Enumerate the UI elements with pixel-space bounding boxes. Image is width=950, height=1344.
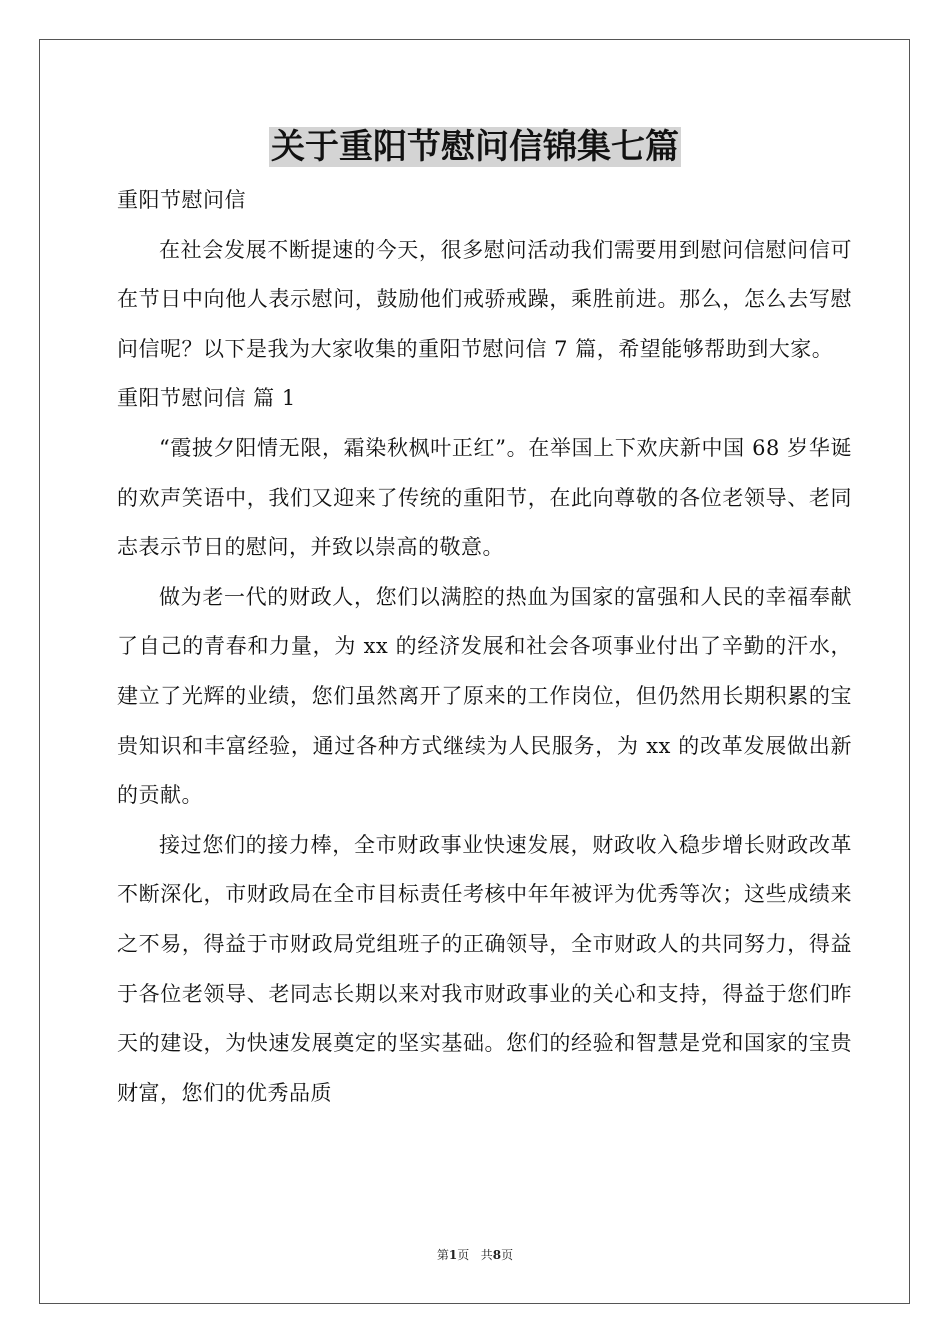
body-paragraph: 接过您们的接力棒，全市财政事业快速发展，财政收入稳步增长财政改革不断深化，市财政局在全市目标责任考核中年年被评为优秀等次；这些成绩来之不易，得益于市财政局党组班子的正确领导，全市财政人的共同努力，得益于各位老领导、老同志长期以来对我市财政事业的关心和支持，得益于您们昨天的建设，为快速发展奠定的坚实基础。您们的经验和智慧是党和国家的宝贵财富，您们的优秀品质 <box>117 832 852 1105</box>
body-paragraph: “霞披夕阳情无限，霜染秋枫叶正红”。在举国上下欢庆新中国 68 岁华诞的欢声笑语中，我们又迎来了传统的重阳节，在此向尊敬的各位老领导、老同志表示节日的慰问，并致以崇高的敬意。 <box>117 435 852 560</box>
body-paragraph: 做为老一代的财政人，您们以满腔的热血为国家的富强和人民的幸福奉献了自己的青春和力量，为 xx 的经济发展和社会各项事业付出了辛勤的汗水，建立了光辉的业绩，您们虽然离开了原来的工作岗位，但仍然用长期积累的宝贵知识和丰富经验，通过各种方式继续为人民服务，为 xx 的改革发展做出新的贡献。 <box>117 584 852 808</box>
document-title <box>0 125 950 169</box>
intro-paragraph: 在社会发展不断提速的今天，很多慰问活动我们需要用到慰问信慰问信可在节日中向他人表示慰问，鼓励他们戒骄戒躁，乘胜前进。那么，怎么去写慰问信呢？以下是我为大家收集的重阳节慰问信 7 篇，希望能够帮助到大家。 <box>117 237 852 361</box>
page-number-prefix: 第 <box>436 1248 449 1262</box>
page-total-prefix: 共 <box>480 1248 493 1262</box>
document-title-text: 关于重阳节慰问信锦集七篇 <box>271 127 679 167</box>
page-total-suffix: 页 <box>501 1248 514 1262</box>
page-total: 8 <box>492 1248 502 1262</box>
document-body <box>117 176 852 1118</box>
page-number-current: 1 <box>448 1248 458 1262</box>
page-number-label: 页 <box>457 1248 470 1262</box>
section-heading-letter-1: 重阳节慰问信 篇 1 <box>117 386 296 411</box>
page-footer <box>0 1245 950 1265</box>
section-heading: 重阳节慰问信 <box>117 188 246 212</box>
